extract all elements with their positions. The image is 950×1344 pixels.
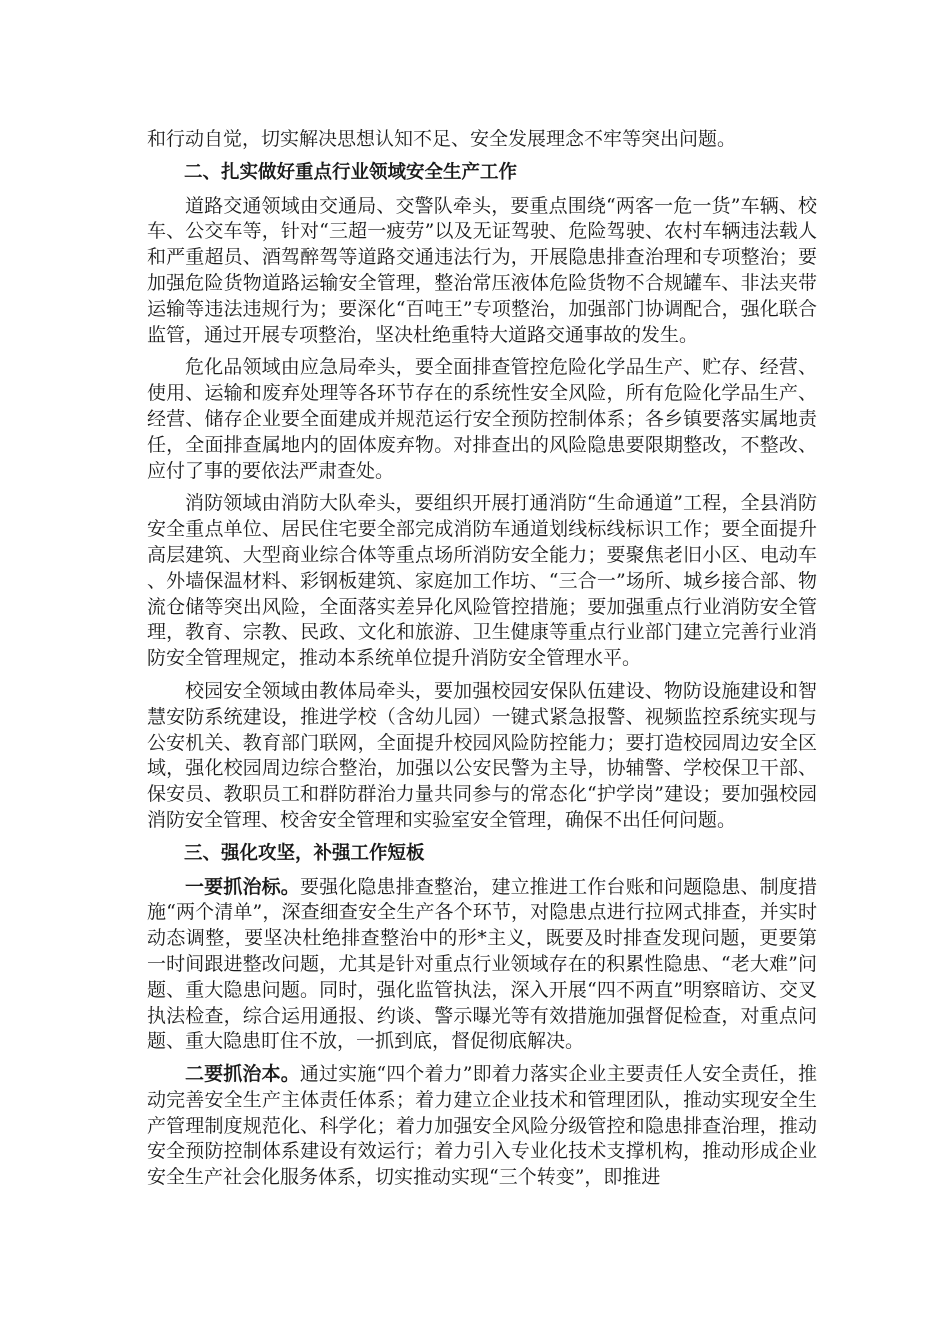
paragraph-lead-1: 一要抓治标。 [185,875,300,898]
paragraph-road-traffic: 道路交通领域由交通局、交警队牵头，要重点围绕“两客一危一货”车辆、校车、公交车等，针对“三超一疲劳”以及无证驾驶、危险驾驶、农村车辆违法载人和严重超员、酒驾醉驾等道路交通违法行为，开展隐患排查治理和专项整治；要加强危险货物道路运输安全管理，整治常压液体危险货物不合规罐车、非法夹带运输等违法违规行为；要深化“百吨王”专项整治，加强部门协调配合，强化联合监管，通过开展专项整治，坚决杜绝重特大道路交通事故的发生。 [147,194,817,346]
paragraph-fire-safety: 消防领域由消防大队牵头，要组织开展打通消防“生命通道”工程，全县消防安全重点单位、居民住宅要全部完成消防车通道划线标线标识工作；要全面提升高层建筑、大型商业综合体等重点场所消防安全能力；要聚焦老旧小区、电动车、外墙保温材料、彩钢板建筑、家庭加工作坊、“三合一”场所、城乡接合部、物流仓储等突出风险，全面落实差异化风险管控措施；要加强重点行业消防安全管理，教育、宗教、民政、文化和旅游、卫生健康等重点行业部门建立完善行业消防安全管理规定，推动本系统单位提升消防安全管理水平。 [147,492,817,670]
document-page [147,127,817,1198]
paragraph-campus-safety: 校园安全领域由教体局牵头，要加强校园安保队伍建设、物防设施建设和智慧安防系统建设，推进学校（含幼儿园）一键式紧急报警、视频监控系统实现与公安机关、教育部门联网，全面提升校园风险防控能力；要打造校园周边安全区域，强化校园周边综合整治，加强以公安民警为主导，协辅警、学校保卫干部、保安员、教职员工和群防群治力量共同参与的常态化“护学岗”建设；要加强校园消防安全管理、校舍安全管理和实验室安全管理，确保不出任何问题。 [147,679,817,831]
section-heading-3: 三、强化攻坚，补强工作短板 [184,842,425,864]
paragraph-treat-root [147,1062,817,1191]
paragraph-treat-symptoms [147,875,817,1056]
paragraph-body-1: 要强化隐患排查整治，建立推进工作台账和问题隐患、制度措施“两个清单”，深查细查安全生产各个环节，对隐患点进行拉网式排查，并实时动态调整，要坚决杜绝排查整治中的形*主义，既要及时排查发现问题，更要第一时间跟进整改问题，尤其是针对重点行业领域存在的积累性隐患、“老大难”问题、重大隐患问题。同时，强化监管执法，深入开展“四不两直”明察暗访、交叉执法检查，综合运用通报、约谈、警示曝光等有效措施加强督促检查，对重点问题、重大隐患盯住不放，一抓到底，督促彻底解决。 [147,875,817,1053]
paragraph-body-2: 通过实施“四个着力”即着力落实企业主要责任人安全责任，推动完善安全生产主体责任体系；着力建立企业技术和管理团队，推动实现安全生产管理制度规范化、科学化；着力加强安全风险分级管控和隐患排查治理，推动安全预防控制体系建设有效运行；着力引入专业化技术支撑机构，推动形成企业安全生产社会化服务体系，切实推动实现“三个转变”，即推进 [147,1063,817,1189]
paragraph-lead-2: 二要抓治本。 [185,1063,300,1086]
paragraph-hazardous-chemicals: 危化品领域由应急局牵头，要全面排查管控危险化学品生产、贮存、经营、使用、运输和废弃处理等各环节存在的系统性安全风险，所有危险化学品生产、经营、储存企业要全面建成并规范运行安全预防控制体系；各乡镇要落实属地责任，全面排查属地内的固体废弃物。对排查出的风险隐患要限期整改，不整改、应付了事的要依法严肃查处。 [147,356,817,482]
paragraph-continuation: 和行动自觉，切实解决思想认知不足、安全发展理念不牢等突出问题。 [147,128,737,150]
section-heading-2: 二、扎实做好重点行业领域安全生产工作 [184,161,518,183]
